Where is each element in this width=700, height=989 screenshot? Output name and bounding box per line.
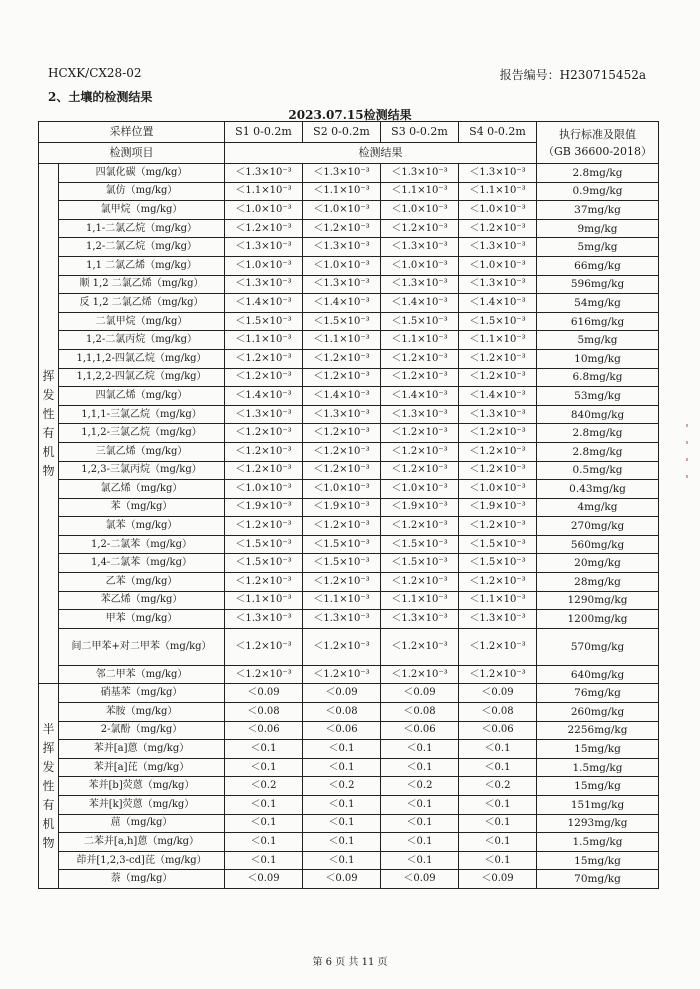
result-value: ＜1.2×10⁻³ [459,424,537,443]
result-value: ＜0.09 [225,684,303,703]
result-value: ＜1.5×10⁻³ [459,312,537,331]
standard-label: 执行标准及限值 [559,127,636,141]
result-value: ＜0.06 [303,721,381,740]
table-row [39,498,659,517]
result-value: ＜1.4×10⁻³ [459,294,537,313]
result-value: ＜1.0×10⁻³ [303,201,381,220]
group-name: 半挥发性有机物 [42,721,55,850]
result-value: ＜1.3×10⁻³ [303,405,381,424]
result-value: ＜1.2×10⁻³ [303,219,381,238]
result-value: ＜1.3×10⁻³ [381,164,459,183]
result-value: ＜0.08 [459,703,537,722]
result-value: ＜1.4×10⁻³ [303,387,381,406]
limit-value: 1200mg/kg [537,610,659,629]
limit-value: 1290mg/kg [537,591,659,610]
table-row [39,684,659,703]
result-value: ＜1.4×10⁻³ [225,294,303,313]
result-value: ＜1.0×10⁻³ [459,256,537,275]
result-value: ＜1.2×10⁻³ [225,442,303,461]
test-item: 四氯化碳（mg/kg） [59,164,225,183]
results-table [38,121,659,889]
table-row [39,164,659,183]
test-item: 邻二甲苯（mg/kg） [59,665,225,684]
result-value: ＜1.1×10⁻³ [225,591,303,610]
result-value: ＜1.4×10⁻³ [225,387,303,406]
test-item: 1,2-二氯丙烷（mg/kg） [59,331,225,350]
limit-value: 596mg/kg [537,275,659,294]
result-value: ＜0.1 [381,740,459,759]
result-value: ＜1.5×10⁻³ [381,535,459,554]
table-row [39,591,659,610]
result-value: ＜0.1 [303,851,381,870]
result-value: ＜1.9×10⁻³ [459,498,537,517]
result-value: ＜0.1 [225,814,303,833]
result-value: ＜1.2×10⁻³ [459,628,537,665]
result-value: ＜1.5×10⁻³ [459,554,537,573]
result-value: ＜1.5×10⁻³ [225,554,303,573]
result-value: ＜1.1×10⁻³ [381,591,459,610]
result-value: ＜0.06 [225,721,303,740]
result-value: ＜1.3×10⁻³ [381,405,459,424]
result-value: ＜1.2×10⁻³ [225,424,303,443]
result-value: ＜1.5×10⁻³ [303,554,381,573]
table-row [39,517,659,536]
result-value: ＜1.0×10⁻³ [381,256,459,275]
group-label [39,684,59,889]
section-title: 2、土壤的检测结果 [48,90,153,104]
group-label [39,164,59,684]
table-row [39,703,659,722]
result-value: ＜1.1×10⁻³ [381,331,459,350]
result-value: ＜0.09 [303,870,381,889]
result-value: ＜0.09 [225,870,303,889]
test-item: 1,2-二氯乙烷（mg/kg） [59,238,225,257]
result-value: ＜1.4×10⁻³ [303,294,381,313]
test-item: 四氯乙烯（mg/kg） [59,387,225,406]
result-value: ＜1.1×10⁻³ [303,591,381,610]
result-value: ＜1.2×10⁻³ [381,219,459,238]
result-value: ＜1.3×10⁻³ [459,275,537,294]
result-value: ＜1.1×10⁻³ [459,331,537,350]
test-item: 硝基苯（mg/kg） [59,684,225,703]
result-value: ＜1.0×10⁻³ [303,480,381,499]
table-row [39,424,659,443]
result-value: ＜1.3×10⁻³ [303,610,381,629]
limit-value: 54mg/kg [537,294,659,313]
result-value: ＜0.1 [225,851,303,870]
table-row [39,405,659,424]
result-value: ＜1.2×10⁻³ [381,349,459,368]
limit-value: 20mg/kg [537,554,659,573]
document-code: HCXK/CX28-02 [48,66,142,80]
result-value: ＜1.2×10⁻³ [303,461,381,480]
test-item: 1,1-二氯乙烷（mg/kg） [59,219,225,238]
result-value: ＜1.2×10⁻³ [381,573,459,592]
test-item: 氯甲烷（mg/kg） [59,201,225,220]
result-value: ＜1.3×10⁻³ [381,275,459,294]
test-item: 氯乙烯（mg/kg） [59,480,225,499]
result-value: ＜1.1×10⁻³ [381,182,459,201]
limit-value: 5mg/kg [537,238,659,257]
result-value: ＜0.08 [381,703,459,722]
result-value: ＜1.2×10⁻³ [225,628,303,665]
result-value: ＜0.09 [459,684,537,703]
result-value: ＜0.08 [225,703,303,722]
table-row [39,851,659,870]
test-item: 苯并[a]蒽（mg/kg） [59,740,225,759]
test-item: 三氯乙烯（mg/kg） [59,442,225,461]
result-value: ＜1.3×10⁻³ [225,405,303,424]
test-item: 䓛（mg/kg） [59,814,225,833]
limit-value: 270mg/kg [537,517,659,536]
test-item: 茚并[1,2,3-cd]芘（mg/kg） [59,851,225,870]
limit-value: 1.5mg/kg [537,758,659,777]
result-value: ＜1.2×10⁻³ [303,368,381,387]
result-value: ＜1.2×10⁻³ [303,628,381,665]
result-value: ＜1.1×10⁻³ [225,331,303,350]
test-item: 1,4-二氯苯（mg/kg） [59,554,225,573]
limit-value: 15mg/kg [537,851,659,870]
test-item: 二苯并[a,h]蒽（mg/kg） [59,833,225,852]
result-value: ＜0.1 [459,851,537,870]
result-value: ＜1.3×10⁻³ [303,238,381,257]
result-value: ＜0.1 [381,851,459,870]
result-value: ＜0.2 [225,777,303,796]
result-value: ＜1.2×10⁻³ [225,461,303,480]
result-value: ＜0.09 [381,870,459,889]
report-number: 报告编号：H230715452a [499,68,646,82]
result-value: ＜1.3×10⁻³ [225,275,303,294]
result-value: ＜1.2×10⁻³ [225,665,303,684]
result-value: ＜1.3×10⁻³ [381,610,459,629]
test-item: 苯胺（mg/kg） [59,703,225,722]
limit-value: 4mg/kg [537,498,659,517]
result-value: ＜1.3×10⁻³ [459,610,537,629]
result-value: ＜1.2×10⁻³ [303,573,381,592]
result-value: ＜1.2×10⁻³ [303,442,381,461]
result-value: ＜1.5×10⁻³ [459,535,537,554]
limit-value: 560mg/kg [537,535,659,554]
limit-value: 260mg/kg [537,703,659,722]
result-value: ＜1.3×10⁻³ [303,164,381,183]
result-value: ＜0.2 [381,777,459,796]
result-value: ＜1.0×10⁻³ [225,256,303,275]
result-value: ＜1.2×10⁻³ [303,665,381,684]
test-item: 苯（mg/kg） [59,498,225,517]
result-value: ＜0.2 [459,777,537,796]
result-value: ＜1.2×10⁻³ [303,517,381,536]
result-value: ＜0.1 [303,796,381,815]
table-row [39,368,659,387]
test-item: 1,1,1-三氯乙烷（mg/kg） [59,405,225,424]
limit-value: 0.43mg/kg [537,480,659,499]
result-value: ＜1.2×10⁻³ [459,442,537,461]
table-row [39,796,659,815]
table-row [39,573,659,592]
result-value: ＜1.2×10⁻³ [459,461,537,480]
site-header: S4 0-0.2m [459,122,537,143]
test-item: 甲苯（mg/kg） [59,610,225,629]
result-value: ＜0.06 [381,721,459,740]
page-footer: 第 6 页 共 11 页 [312,957,388,968]
table-row [39,294,659,313]
test-item: 苯并[k]荧蒽（mg/kg） [59,796,225,815]
limit-value: 76mg/kg [537,684,659,703]
result-value: ＜1.4×10⁻³ [381,294,459,313]
result-value: ＜1.2×10⁻³ [225,349,303,368]
result-value: ＜0.09 [459,870,537,889]
limit-value: 70mg/kg [537,870,659,889]
test-item: 乙苯（mg/kg） [59,573,225,592]
result-value: ＜0.1 [303,833,381,852]
limit-value: 151mg/kg [537,796,659,815]
result-value: ＜0.06 [459,721,537,740]
table-row [39,721,659,740]
limit-value: 28mg/kg [537,573,659,592]
table-row [39,387,659,406]
standard-code: （GB 36600-2018） [542,144,653,158]
result-value: ＜1.3×10⁻³ [459,405,537,424]
table-row [39,554,659,573]
result-value: ＜1.3×10⁻³ [225,238,303,257]
table-row [39,275,659,294]
test-item: 1,1,2-三氯乙烷（mg/kg） [59,424,225,443]
result-value: ＜1.9×10⁻³ [303,498,381,517]
table-row [39,777,659,796]
result-value: ＜1.0×10⁻³ [381,201,459,220]
result-value: ＜1.2×10⁻³ [459,517,537,536]
result-value: ＜1.1×10⁻³ [459,182,537,201]
limit-value: 53mg/kg [537,387,659,406]
limit-value: 2.8mg/kg [537,424,659,443]
result-value: ＜0.1 [225,796,303,815]
margin-marks [682,410,692,510]
standard-header [537,122,659,164]
result-value: ＜1.2×10⁻³ [225,573,303,592]
limit-value: 0.9mg/kg [537,182,659,201]
result-value: ＜0.1 [381,796,459,815]
table-row [39,201,659,220]
result-value: ＜0.1 [459,740,537,759]
test-item: 萘（mg/kg） [59,870,225,889]
site-header: S3 0-0.2m [381,122,459,143]
test-item: 1,1,1,2-四氯乙烷（mg/kg） [59,349,225,368]
result-value: ＜1.1×10⁻³ [459,591,537,610]
result-value: ＜1.3×10⁻³ [459,238,537,257]
result-value: ＜1.3×10⁻³ [303,275,381,294]
limit-value: 570mg/kg [537,628,659,665]
table-row [39,870,659,889]
result-value: ＜1.2×10⁻³ [381,442,459,461]
limit-value: 37mg/kg [537,201,659,220]
result-value: ＜0.1 [459,833,537,852]
result-value: ＜1.2×10⁻³ [459,349,537,368]
result-value: ＜1.5×10⁻³ [381,554,459,573]
result-value: ＜1.2×10⁻³ [303,349,381,368]
limit-value: 10mg/kg [537,349,659,368]
limit-value: 1293mg/kg [537,814,659,833]
result-value: ＜1.0×10⁻³ [225,480,303,499]
limit-value: 5mg/kg [537,331,659,350]
result-value: ＜1.4×10⁻³ [381,387,459,406]
result-value: ＜1.5×10⁻³ [225,312,303,331]
result-value: ＜1.2×10⁻³ [225,368,303,387]
test-item: 氯仿（mg/kg） [59,182,225,201]
result-value: ＜1.0×10⁻³ [381,480,459,499]
table-row [39,312,659,331]
result-value: ＜1.2×10⁻³ [459,219,537,238]
limit-value: 2.8mg/kg [537,164,659,183]
table-row [39,349,659,368]
site-header: S2 0-0.2m [303,122,381,143]
table-row [39,833,659,852]
result-value: ＜0.1 [303,758,381,777]
result-value: ＜1.3×10⁻³ [225,610,303,629]
table-row [39,461,659,480]
limit-value: 9mg/kg [537,219,659,238]
table-row [39,219,659,238]
test-item: 1,1 二氯乙烯（mg/kg） [59,256,225,275]
result-value: ＜0.1 [225,833,303,852]
test-item: 苯并[a]芘（mg/kg） [59,758,225,777]
result-value: ＜1.5×10⁻³ [225,535,303,554]
result-value: ＜1.1×10⁻³ [303,182,381,201]
table-row [39,814,659,833]
test-item: 苯并[b]荧蒽（mg/kg） [59,777,225,796]
result-value: ＜0.2 [303,777,381,796]
limit-value: 15mg/kg [537,777,659,796]
limit-value: 840mg/kg [537,405,659,424]
test-item: 1,1,2,2-四氯乙烷（mg/kg） [59,368,225,387]
result-value: ＜0.1 [381,814,459,833]
limit-value: 640mg/kg [537,665,659,684]
result-value: ＜0.1 [225,758,303,777]
result-value: ＜1.2×10⁻³ [225,219,303,238]
result-value: ＜0.1 [303,740,381,759]
limit-value: 616mg/kg [537,312,659,331]
header-row-1 [39,122,659,143]
result-value: ＜0.1 [459,814,537,833]
sampling-location-label: 采样位置 [39,122,225,143]
test-item: 顺 1,2 二氯乙烯（mg/kg） [59,275,225,294]
result-value: ＜0.1 [381,758,459,777]
test-item: 苯乙烯（mg/kg） [59,591,225,610]
table-row [39,758,659,777]
test-item: 1,2,3-三氯丙烷（mg/kg） [59,461,225,480]
result-value: ＜1.2×10⁻³ [459,573,537,592]
table-row [39,610,659,629]
result-value: ＜1.5×10⁻³ [303,312,381,331]
limit-value: 66mg/kg [537,256,659,275]
group-name: 挥发性有机物 [42,368,55,478]
result-value: ＜1.0×10⁻³ [459,480,537,499]
table-row [39,238,659,257]
result-value: ＜1.5×10⁻³ [303,535,381,554]
result-value: ＜0.08 [303,703,381,722]
result-value: ＜1.2×10⁻³ [381,665,459,684]
result-value: ＜1.0×10⁻³ [303,256,381,275]
table-row [39,331,659,350]
result-value: ＜1.3×10⁻³ [459,164,537,183]
table-row [39,480,659,499]
result-value: ＜0.1 [459,758,537,777]
result-value: ＜1.2×10⁻³ [381,628,459,665]
limit-value: 1.5mg/kg [537,833,659,852]
result-value: ＜1.2×10⁻³ [225,517,303,536]
result-value: ＜1.2×10⁻³ [459,665,537,684]
limit-value: 15mg/kg [537,740,659,759]
site-header: S1 0-0.2m [225,122,303,143]
limit-value: 2.8mg/kg [537,442,659,461]
test-item: 二氯甲烷（mg/kg） [59,312,225,331]
test-item: 氯苯（mg/kg） [59,517,225,536]
result-value: ＜1.1×10⁻³ [303,331,381,350]
result-value: ＜1.0×10⁻³ [225,201,303,220]
result-value: ＜1.2×10⁻³ [459,368,537,387]
result-value: ＜1.2×10⁻³ [381,368,459,387]
test-item: 1,2-二氯苯（mg/kg） [59,535,225,554]
table-row [39,628,659,665]
test-item: 2-氯酚（mg/kg） [59,721,225,740]
limit-value: 6.8mg/kg [537,368,659,387]
table-row [39,442,659,461]
table-row [39,256,659,275]
result-value: ＜1.4×10⁻³ [459,387,537,406]
result-value: ＜1.9×10⁻³ [225,498,303,517]
result-value: ＜1.3×10⁻³ [225,164,303,183]
results-label: 检测结果 [225,143,537,164]
result-value: ＜1.1×10⁻³ [225,182,303,201]
limit-value: 0.5mg/kg [537,461,659,480]
result-value: ＜1.0×10⁻³ [459,201,537,220]
result-value: ＜1.5×10⁻³ [381,312,459,331]
table-row [39,665,659,684]
result-value: ＜0.1 [225,740,303,759]
result-value: ＜1.2×10⁻³ [381,461,459,480]
table-row [39,535,659,554]
result-value: ＜0.1 [381,833,459,852]
result-value: ＜1.2×10⁻³ [381,517,459,536]
test-item: 间二甲苯+对二甲苯（mg/kg） [59,628,225,665]
result-value: ＜0.09 [381,684,459,703]
result-value: ＜1.2×10⁻³ [381,424,459,443]
result-value: ＜1.9×10⁻³ [381,498,459,517]
table-row [39,740,659,759]
result-value: ＜1.2×10⁻³ [303,424,381,443]
table-row [39,182,659,201]
result-value: ＜0.1 [303,814,381,833]
table-caption: 2023.07.15检测结果 [288,108,412,122]
limit-value: 2256mg/kg [537,721,659,740]
test-item-label: 检测项目 [39,143,225,164]
result-value: ＜0.09 [303,684,381,703]
result-value: ＜1.3×10⁻³ [381,238,459,257]
test-item: 反 1,2 二氯乙烯（mg/kg） [59,294,225,313]
result-value: ＜0.1 [459,796,537,815]
